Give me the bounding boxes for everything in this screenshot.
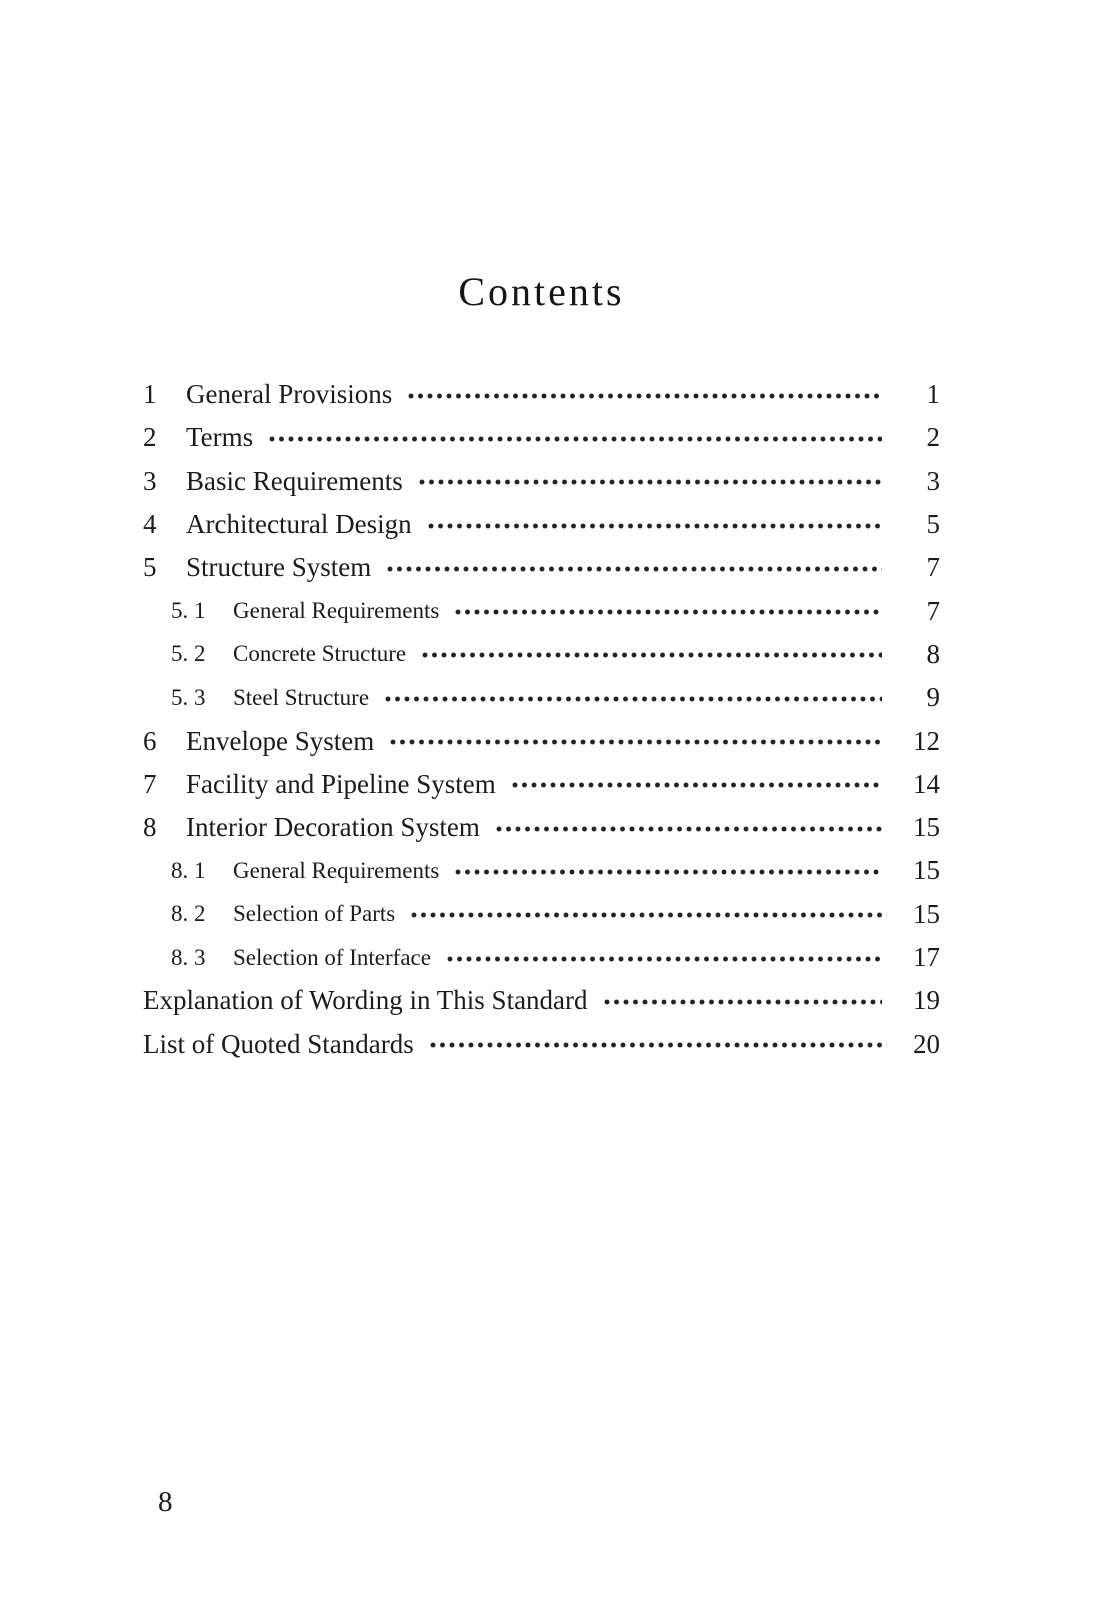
toc-entry-page: 8 xyxy=(926,638,940,669)
toc-row xyxy=(143,416,940,459)
dot-leader xyxy=(386,565,882,573)
toc-entry-label: General Provisions xyxy=(186,379,393,410)
toc-entry-page: 15 xyxy=(913,898,940,929)
toc-row xyxy=(143,503,940,546)
toc-row xyxy=(143,719,940,762)
dot-leader xyxy=(384,695,882,703)
toc-row xyxy=(143,806,940,849)
toc-entry-page: 15 xyxy=(913,855,940,886)
toc-entry-number: 8. 2 xyxy=(171,901,206,927)
toc-row xyxy=(143,546,940,589)
toc-entry-page: 12 xyxy=(913,725,940,756)
dot-leader xyxy=(427,522,882,530)
toc-entry-number: 5. 1 xyxy=(171,598,206,624)
dot-leader xyxy=(454,868,882,876)
footer-page-number: 8 xyxy=(158,1486,173,1518)
toc-row xyxy=(143,589,940,632)
toc-entry-label: Envelope System xyxy=(186,725,375,756)
toc-entry-page: 20 xyxy=(913,1028,940,1059)
toc-entry-number: 5 xyxy=(143,552,157,583)
dot-leader xyxy=(511,781,882,789)
dot-leader xyxy=(389,738,882,746)
toc-entry-page: 14 xyxy=(913,768,940,799)
toc-entry-label: Selection of Interface xyxy=(233,944,431,970)
toc-entry-page: 3 xyxy=(926,465,940,496)
toc-entry-number: 3 xyxy=(143,465,157,496)
toc-row xyxy=(143,460,940,503)
toc-entry-label: Structure System xyxy=(186,552,372,583)
toc-entry-page: 19 xyxy=(913,985,940,1016)
toc-row xyxy=(143,633,940,676)
toc-entry-number: 7 xyxy=(143,768,157,799)
toc-entry-number: 6 xyxy=(143,725,157,756)
toc-entry-label: Interior Decoration System xyxy=(186,812,480,843)
toc-row xyxy=(143,893,940,936)
toc-entry-label: Basic Requirements xyxy=(186,465,403,496)
toc-row xyxy=(143,979,940,1022)
toc-entry-label: Explanation of Wording in This Standard xyxy=(143,985,588,1016)
toc-row xyxy=(143,373,940,416)
dot-leader xyxy=(268,435,882,443)
toc-entry-label: General Requirements xyxy=(233,857,440,883)
dot-leader xyxy=(446,955,882,963)
toc-entry-page: 2 xyxy=(926,422,940,453)
dot-leader xyxy=(421,651,882,659)
dot-leader xyxy=(410,911,882,919)
toc-entry-number: 2 xyxy=(143,422,157,453)
toc-row xyxy=(143,763,940,806)
toc-entry-page: 17 xyxy=(913,942,940,972)
toc-row xyxy=(143,1022,940,1065)
dot-leader xyxy=(495,825,882,833)
toc-entry-label: Terms xyxy=(186,422,254,453)
toc-list xyxy=(143,373,940,1066)
toc-entry-page: 1 xyxy=(926,379,940,410)
toc-entry-number: 5. 2 xyxy=(171,641,206,667)
toc-entry-page: 5 xyxy=(926,509,940,540)
dot-leader xyxy=(454,608,882,616)
toc-entry-label: Facility and Pipeline System xyxy=(186,768,496,799)
dot-leader xyxy=(418,478,882,486)
toc-entry-number: 5. 3 xyxy=(171,684,206,710)
toc-entry-number: 8. 3 xyxy=(171,944,206,970)
toc-row xyxy=(143,936,940,979)
toc-entry-label: List of Quoted Standards xyxy=(143,1028,414,1059)
toc-entry-label: General Requirements xyxy=(233,598,440,624)
toc-entry-page: 7 xyxy=(926,595,940,626)
toc-entry-label: Steel Structure xyxy=(233,684,370,710)
toc-entry-label: Selection of Parts xyxy=(233,901,396,927)
toc-entry-number: 8. 1 xyxy=(171,857,206,883)
toc-entry-page: 9 xyxy=(926,682,940,713)
toc-entry-number: 4 xyxy=(143,509,157,540)
toc-entry-page: 7 xyxy=(926,552,940,583)
toc-entry-page: 15 xyxy=(913,812,940,843)
dot-leader xyxy=(407,392,882,400)
toc-row xyxy=(143,849,940,892)
toc-entry-number: 1 xyxy=(143,379,157,410)
page-content xyxy=(143,0,940,1066)
toc-entry-label: Concrete Structure xyxy=(233,641,407,667)
dot-leader xyxy=(429,1041,882,1049)
toc-entry-number: 8 xyxy=(143,812,157,843)
page-title: Contents xyxy=(458,269,625,314)
dot-leader xyxy=(603,998,882,1006)
toc-row xyxy=(143,676,940,719)
toc-entry-label: Architectural Design xyxy=(186,509,412,540)
